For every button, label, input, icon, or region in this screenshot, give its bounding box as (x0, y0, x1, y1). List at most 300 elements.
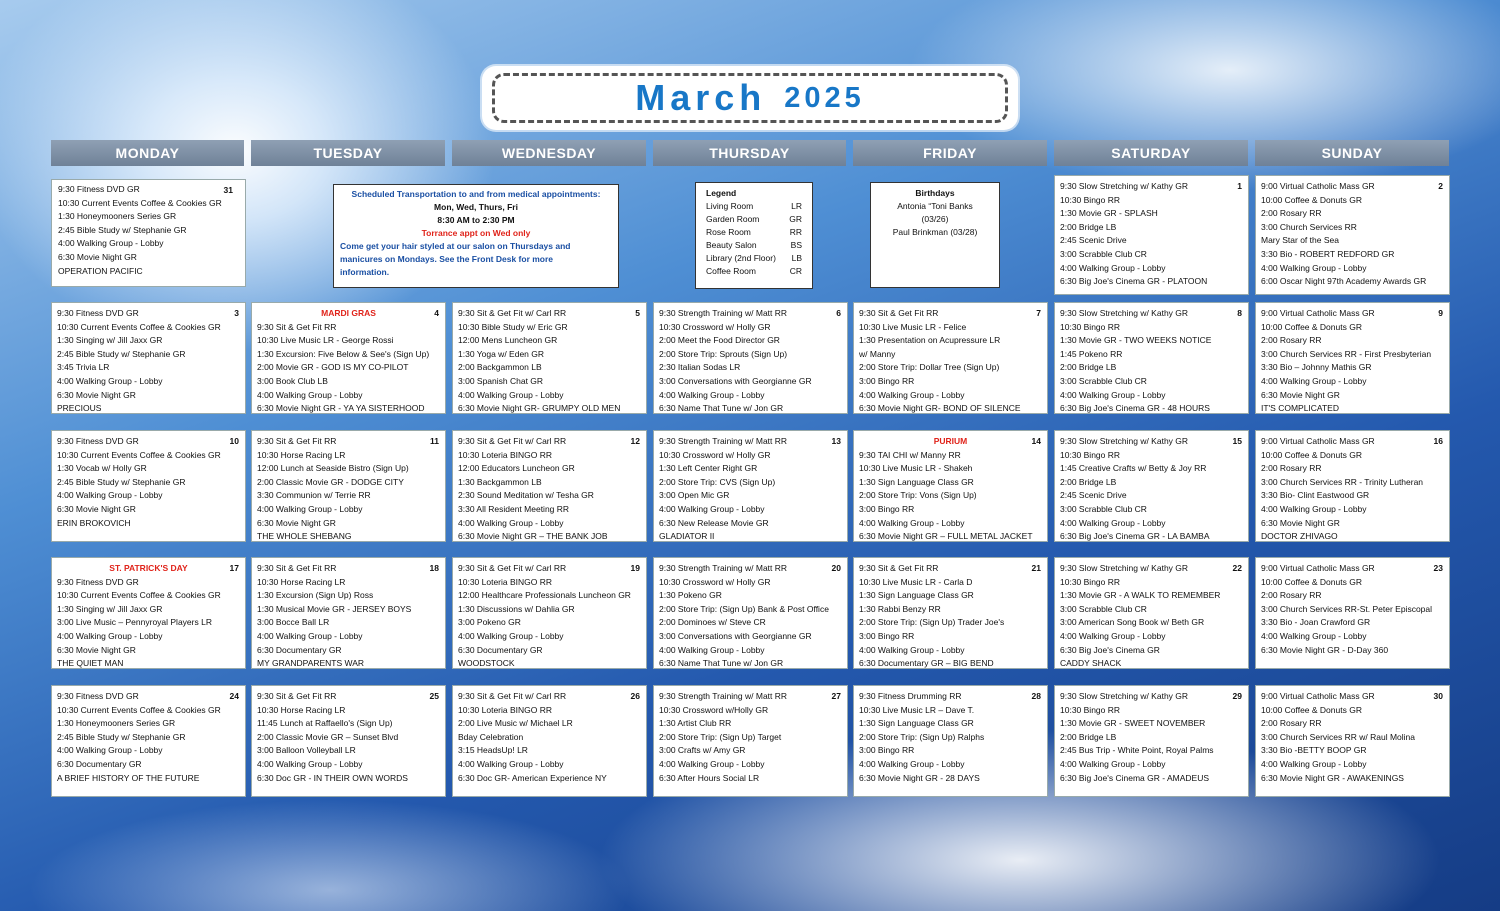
event-line: 3:00 Bingo RR (859, 745, 915, 756)
event-line: 3:30 Bio - Joan Crawford GR (1261, 617, 1371, 628)
day-cell-30 (1255, 685, 1450, 797)
event-line: 1:30 Singing w/ Jill Jaxx GR (57, 603, 163, 614)
event-line: 3:00 American Song Book w/ Beth GR (1060, 617, 1205, 628)
day-number: 21 (1031, 563, 1041, 573)
holiday-label: PURIUM (933, 436, 968, 446)
day-number: 18 (429, 563, 439, 573)
event-line: 3:00 Pokeno GR (458, 617, 521, 628)
event-line: 2:00 Rosary RR (1261, 335, 1322, 346)
day-number: 12 (630, 436, 640, 446)
event-line: 6:30 Movie Night GR (257, 517, 336, 528)
event-line: 4:00 Walking Group - Lobby (659, 758, 765, 769)
event-line: 1:30 Pokeno GR (659, 590, 722, 601)
event-line: 3:00 Church Services RR - Trinity Lutheran (1261, 476, 1424, 487)
event-line: 3:30 Bio - ROBERT REDFORD GR (1261, 248, 1395, 259)
event-line: 3:00 Scrabble Club CR (1060, 603, 1147, 614)
day-cell-31-prev-month (51, 179, 246, 287)
birthdays-box (870, 182, 1000, 288)
day-number: 2 (1438, 181, 1443, 191)
day-number: 10 (229, 436, 239, 446)
event-line: 9:30 Sit & Get Fit RR (257, 563, 337, 573)
legend-room: Library (2nd Floor) (706, 253, 776, 263)
event-line: 4:00 Walking Group - Lobby (659, 503, 765, 514)
event-line: 2:00 Store Trip: (Sign Up) Bank & Post Office (659, 603, 829, 614)
event-line: 10:30 Current Events Coffee & Cookies GR (57, 449, 221, 460)
event-line: 4:00 Walking Group - Lobby (1060, 389, 1166, 400)
event-line: 2:00 Live Music w/ Michael LR (458, 718, 573, 729)
event-line: 2:30 Sound Meditation w/ Tesha GR (458, 490, 594, 501)
event-line: 10:30 Crossword w/Holly GR (659, 704, 769, 715)
event-line: 10:30 Current Events Coffee & Cookies GR (58, 197, 222, 208)
event-line: 10:30 Crossword w/ Holly GR (659, 576, 771, 587)
event-line: 2:00 Bridge LB (1060, 731, 1117, 742)
event-line: 2:00 Rosary RR (1261, 208, 1322, 219)
event-line: 10:30 Bible Study w/ Eric GR (458, 321, 568, 332)
day-cell-25 (251, 685, 446, 797)
event-line: 1:45 Creative Crafts w/ Betty & Joy RR (1060, 463, 1207, 474)
event-line: 4:00 Walking Group - Lobby (1060, 630, 1166, 641)
day-cell-9 (1255, 302, 1450, 414)
event-line: 10:30 Bingo RR (1060, 704, 1121, 715)
event-line: 10:30 Current Events Coffee & Cookies GR (57, 704, 221, 715)
event-line: 9:30 Sit & Get Fit w/ Carl RR (458, 563, 567, 573)
day-cell-21 (853, 557, 1048, 669)
event-line: CADDY SHACK (1060, 658, 1122, 669)
event-line: 9:30 Fitness DVD GR (57, 691, 139, 701)
event-line: 9:30 Sit & Get Fit w/ Carl RR (458, 308, 567, 318)
event-line: 4:00 Walking Group - Lobby (57, 745, 163, 756)
day-number: 15 (1232, 436, 1242, 446)
legend-room: Garden Room (706, 214, 760, 224)
event-line: 10:00 Coffee & Donuts GR (1261, 194, 1362, 205)
event-line: 2:00 Store Trip: (Sign Up) Trader Joe's (859, 617, 1005, 628)
event-line: 6:30 Movie Night GR - AWAKENINGS (1261, 772, 1404, 783)
dow-sunday: SUNDAY (1255, 140, 1449, 166)
event-line: 9:00 Virtual Catholic Mass GR (1261, 181, 1375, 191)
day-cell-4 (251, 302, 446, 414)
event-line: 4:00 Walking Group - Lobby (458, 758, 564, 769)
day-number: 31 (223, 185, 233, 195)
event-line: 9:00 Virtual Catholic Mass GR (1261, 563, 1375, 573)
event-line: 6:30 Movie Night GR – FULL METAL JACKET (859, 531, 1033, 542)
event-line: 4:00 Walking Group - Lobby (1060, 758, 1166, 769)
event-line: 4:00 Walking Group - Lobby (859, 389, 965, 400)
day-cell-1 (1054, 175, 1249, 295)
event-line: 6:30 Movie Night GR - D-Day 360 (1261, 644, 1389, 655)
event-line: 2:00 Bridge LB (1060, 221, 1117, 232)
event-line: 10:30 Loteria BINGO RR (458, 576, 553, 587)
day-cell-27 (653, 685, 848, 797)
event-line: 1:30 Excursion: Five Below & See's (Sign Up) (257, 348, 430, 359)
event-line: 3:00 Scrabble Club CR (1060, 375, 1147, 386)
event-line: 6:30 Big Joe's Cinema GR - LA BAMBA (1060, 531, 1210, 542)
event-line: 1:30 Sign Language Class GR (859, 590, 974, 601)
day-number: 30 (1433, 691, 1443, 701)
event-line: 9:30 Fitness Drumming RR (859, 691, 962, 701)
event-line: Mary Star of the Sea (1261, 235, 1339, 246)
event-line: 3:00 Live Music – Pennyroyal Players LR (57, 617, 212, 628)
event-line: 1:30 Left Center Right GR (659, 463, 758, 474)
event-line: 4:00 Walking Group - Lobby (859, 758, 965, 769)
dow-thursday: THURSDAY (653, 140, 846, 166)
birthday-line: (03/26) (921, 214, 949, 224)
birthdays-title: Birthdays (915, 188, 955, 198)
title-month: March (635, 77, 767, 118)
event-line: 6:30 Movie Night GR- BOND OF SILENCE (859, 403, 1021, 414)
day-number: 8 (1237, 308, 1242, 318)
event-line: 9:30 Sit & Get Fit RR (257, 436, 337, 446)
event-line: 2:00 Store Trip: Vons (Sign Up) (859, 490, 977, 501)
event-line: THE QUIET MAN (57, 658, 124, 669)
event-line: 6:30 Big Joe's Cinema GR (1060, 644, 1160, 655)
event-line: 6:30 Big Joe's Cinema GR - PLATOON (1060, 276, 1208, 287)
holiday-label: ST. PATRICK'S DAY (109, 563, 188, 573)
event-line: 2:00 Rosary RR (1261, 718, 1322, 729)
event-line: 12:00 Healthcare Professionals Luncheon GR (458, 590, 631, 601)
event-line: 3:00 Balloon Volleyball LR (257, 745, 356, 756)
event-line: 10:30 Bingo RR (1060, 194, 1121, 205)
day-number: 11 (430, 436, 439, 446)
legend-row (706, 252, 802, 265)
event-line: 3:00 Scrabble Club CR (1060, 248, 1147, 259)
event-line: 4:00 Walking Group - Lobby (1261, 262, 1367, 273)
event-line: 2:00 Store Trip: Dollar Tree (Sign Up) (859, 362, 1000, 373)
event-line: 4:00 Walking Group - Lobby (257, 630, 363, 641)
event-line: 9:30 Sit & Get Fit RR (257, 691, 337, 701)
legend-room: Rose Room (706, 227, 751, 237)
event-line: 4:00 Walking Group - Lobby (1060, 262, 1166, 273)
event-line: 4:00 Walking Group - Lobby (859, 644, 965, 655)
event-line: 3:00 Bingo RR (859, 503, 915, 514)
event-line: 1:30 Presentation on Acupressure LR (859, 335, 1001, 346)
day-number: 17 (229, 563, 239, 573)
day-number: 27 (831, 691, 841, 701)
day-number: 14 (1031, 436, 1041, 446)
event-line: 3:30 All Resident Meeting RR (458, 503, 570, 514)
event-line: 1:30 Movie GR - SPLASH (1060, 208, 1158, 219)
event-line: 10:30 Current Events Coffee & Cookies GR (57, 321, 221, 332)
event-line: 2:00 Classic Movie GR – Sunset Blvd (257, 731, 399, 742)
event-line: 2:00 Bridge LB (1060, 362, 1117, 373)
event-line: 12:00 Educators Luncheon GR (458, 463, 575, 474)
event-line: 6:30 Movie Night GR (57, 389, 136, 400)
event-line: 4:00 Walking Group - Lobby (1261, 758, 1367, 769)
event-line: 1:30 Vocab w/ Holly GR (57, 463, 147, 474)
legend-row (706, 213, 802, 226)
event-line: 10:30 Loteria BINGO RR (458, 449, 553, 460)
birthday-line: Paul Brinkman (03/28) (892, 227, 978, 237)
event-line: 2:00 Store Trip: (Sign Up) Target (659, 731, 782, 742)
day-cell-6 (653, 302, 848, 414)
event-line: 6:30 Movie Night GR (1261, 517, 1340, 528)
event-line: 9:30 Strength Training w/ Matt RR (659, 563, 788, 573)
event-line: 2:00 Backgammon LB (458, 362, 542, 373)
day-cell-12 (452, 430, 647, 542)
event-line: 1:30 Musical Movie GR - JERSEY BOYS (257, 603, 412, 614)
event-line: 4:00 Walking Group - Lobby (458, 517, 564, 528)
event-line: 3:00 Church Services RR-St. Peter Episcopal (1261, 603, 1433, 614)
event-line: 9:30 Fitness DVD GR (58, 184, 140, 194)
event-line: 2:45 Scenic Drive (1060, 235, 1127, 246)
event-line: 9:30 Sit & Get Fit w/ Carl RR (458, 691, 567, 701)
day-cell-29 (1054, 685, 1249, 797)
event-line: 2:00 Rosary RR (1261, 590, 1322, 601)
event-line: 6:30 Movie Night GR- GRUMPY OLD MEN (458, 403, 621, 414)
event-line: 9:30 Slow Stretching w/ Kathy GR (1060, 563, 1189, 573)
event-line: 4:00 Walking Group - Lobby (1060, 517, 1166, 528)
event-line: 10:30 Loteria BINGO RR (458, 704, 553, 715)
event-line: WOODSTOCK (458, 658, 515, 669)
event-line: 6:30 Documentary GR (257, 644, 342, 655)
event-line: 6:30 Doc GR- American Experience NY (458, 772, 607, 783)
event-line: 6:30 Movie Night GR (57, 644, 136, 655)
event-line: 3:00 Church Services RR (1261, 221, 1357, 232)
transport-torrance: Torrance appt on Wed only (421, 228, 531, 238)
event-line: 2:45 Bible Study w/ Stephanie GR (57, 731, 186, 742)
day-number: 25 (429, 691, 439, 701)
event-line: 4:00 Walking Group - Lobby (1261, 630, 1367, 641)
legend-row (706, 265, 802, 278)
day-cell-14 (853, 430, 1048, 542)
event-line: 6:30 Name That Tune w/ Jon GR (659, 658, 784, 669)
event-line: 3:15 HeadsUp! LR (458, 745, 528, 756)
holiday-label: MARDI GRAS (321, 308, 376, 318)
legend-title: Legend (706, 188, 737, 198)
event-line: 4:00 Walking Group - Lobby (458, 630, 564, 641)
day-cell-7 (853, 302, 1048, 414)
legend-code: LB (791, 253, 802, 263)
event-line: IT'S COMPLICATED (1261, 403, 1339, 414)
event-line: 9:30 Sit & Get Fit w/ Carl RR (458, 436, 567, 446)
event-line: 1:30 Honeymooners Series GR (58, 211, 177, 222)
legend-code: RR (789, 227, 802, 237)
day-cell-28 (853, 685, 1048, 797)
event-line: 1:30 Excursion (Sign Up) Ross (257, 590, 374, 601)
event-line: OPERATION PACIFIC (58, 265, 143, 276)
event-line: 6:00 Oscar Night 97th Academy Awards GR (1261, 276, 1427, 287)
event-line: 10:30 Horse Racing LR (257, 449, 346, 460)
day-number: 22 (1232, 563, 1242, 573)
event-line: GLADIATOR II (659, 531, 715, 542)
event-line: 9:30 Fitness DVD GR (57, 576, 139, 587)
day-cell-20 (653, 557, 848, 669)
event-line: 6:30 Name That Tune w/ Jon GR (659, 403, 784, 414)
legend-row (706, 226, 802, 239)
event-line: 10:30 Current Events Coffee & Cookies GR (57, 590, 221, 601)
event-line: 10:30 Live Music LR – Dave T. (859, 704, 975, 715)
day-number: 19 (630, 563, 640, 573)
event-line: 11:45 Lunch at Raffaello's (Sign Up) (257, 718, 393, 729)
event-line: 9:30 Slow Stretching w/ Kathy GR (1060, 308, 1189, 318)
event-line: 9:30 Fitness DVD GR (57, 436, 139, 446)
event-line: 3:00 Church Services RR w/ Raul Molina (1261, 731, 1416, 742)
event-line: 2:45 Bible Study w/ Stephanie GR (57, 348, 186, 359)
event-line: 1:30 Sign Language Class GR (859, 476, 974, 487)
day-number: 24 (229, 691, 239, 701)
event-line: 10:30 Horse Racing LR (257, 704, 346, 715)
transport-hours: 8:30 AM to 2:30 PM (437, 215, 515, 225)
event-line: 10:00 Coffee & Donuts GR (1261, 704, 1362, 715)
event-line: 2:45 Bus Trip - White Point, Royal Palms (1060, 745, 1214, 756)
event-line: 3:00 Bingo RR (859, 375, 915, 386)
dow-wednesday: WEDNESDAY (452, 140, 646, 166)
event-line: 2:00 Classic Movie GR - DODGE CITY (257, 476, 404, 487)
day-number: 5 (635, 308, 640, 318)
event-line: 2:00 Store Trip: (Sign Up) Ralphs (859, 731, 985, 742)
day-number: 29 (1232, 691, 1242, 701)
event-line: 10:30 Live Music LR - Shakeh (859, 463, 973, 474)
event-line: 10:30 Live Music LR - Felice (859, 321, 967, 332)
event-line: 1:30 Artist Club RR (659, 718, 732, 729)
event-line: 3:00 Book Club LB (257, 375, 328, 386)
event-line: 9:30 Sit & Get Fit RR (859, 563, 939, 573)
event-line: 6:30 Documentary GR – BIG BEND (859, 658, 994, 669)
event-line: PRECIOUS (57, 403, 102, 414)
event-line: Bday Celebration (458, 731, 524, 742)
event-line: 9:30 Strength Training w/ Matt RR (659, 691, 788, 701)
transportation-notice (333, 184, 619, 288)
day-number: 1 (1237, 181, 1242, 191)
event-line: 2:30 Italian Sodas LR (659, 362, 741, 373)
legend-room: Coffee Room (706, 266, 756, 276)
day-number: 16 (1433, 436, 1443, 446)
legend-code: GR (789, 214, 802, 224)
event-line: 2:45 Scenic Drive (1060, 490, 1127, 501)
day-cell-3 (51, 302, 246, 414)
event-line: 2:00 Movie GR - GOD IS MY CO-PILOT (257, 362, 409, 373)
event-line: 10:00 Coffee & Donuts GR (1261, 321, 1362, 332)
day-number: 4 (434, 308, 439, 318)
event-line: 1:30 Discussions w/ Dahlia GR (458, 603, 575, 614)
event-line: 4:00 Walking Group - Lobby (659, 389, 765, 400)
event-line: 6:30 Movie Night GR (57, 503, 136, 514)
transport-heading: Scheduled Transportation to and from medical appointments: (351, 189, 601, 199)
salon-note-1: Come get your hair styled at our salon on Thursdays and (340, 241, 571, 251)
dow-friday: FRIDAY (853, 140, 1047, 166)
event-line: A BRIEF HISTORY OF THE FUTURE (57, 772, 200, 783)
event-line: 9:30 Slow Stretching w/ Kathy GR (1060, 691, 1189, 701)
event-line: 2:00 Store Trip: Sprouts (Sign Up) (659, 348, 788, 359)
day-cell-19 (452, 557, 647, 669)
event-line: 6:30 After Hours Social LR (659, 772, 760, 783)
day-cell-13 (653, 430, 848, 542)
event-line: 3:30 Bio- Clint Eastwood GR (1261, 490, 1370, 501)
day-cell-23 (1255, 557, 1450, 669)
event-line: 1:30 Singing w/ Jill Jaxx GR (57, 335, 163, 346)
day-cell-18 (251, 557, 446, 669)
event-line: 10:30 Bingo RR (1060, 576, 1121, 587)
event-line: 10:30 Crossword w/ Holly GR (659, 449, 771, 460)
event-line: 2:00 Meet the Food Director GR (659, 335, 780, 346)
event-line: 3:00 Scrabble Club CR (1060, 503, 1147, 514)
legend-code: LR (791, 201, 802, 211)
day-number: 13 (831, 436, 841, 446)
event-line: 3:00 Church Services RR - First Presbyterian (1261, 348, 1432, 359)
event-line: 2:45 Bible Study w/ Stephanie GR (58, 224, 187, 235)
day-number: 3 (234, 308, 239, 318)
event-line: 9:30 Slow Stretching w/ Kathy GR (1060, 436, 1189, 446)
event-line: 4:00 Walking Group - Lobby (57, 630, 163, 641)
event-line: 3:30 Communion w/ Terrie RR (257, 490, 371, 501)
legend-room: Living Room (706, 201, 754, 211)
salon-note-3: information. (340, 267, 390, 277)
day-cell-11 (251, 430, 446, 542)
event-line: 4:00 Walking Group - Lobby (859, 517, 965, 528)
event-line: 9:30 Sit & Get Fit RR (859, 308, 939, 318)
event-line: 10:30 Crossword w/ Holly GR (659, 321, 771, 332)
event-line: 2:00 Rosary RR (1261, 463, 1322, 474)
event-line: 4:00 Walking Group - Lobby (1261, 503, 1367, 514)
event-line: 9:30 TAI CHI w/ Manny RR (859, 449, 961, 460)
event-line: 3:00 Bingo RR (859, 630, 915, 641)
event-line: 6:30 New Release Movie GR (659, 517, 769, 528)
legend-code: BS (790, 240, 802, 250)
event-line: 9:30 Fitness DVD GR (57, 308, 139, 318)
event-line: MY GRANDPARENTS WAR (257, 658, 365, 669)
event-line: 3:30 Bio – Johnny Mathis GR (1261, 362, 1372, 373)
event-line: 10:30 Live Music LR - George Rossi (257, 335, 394, 346)
transport-days: Mon, Wed, Thurs, Fri (434, 202, 518, 212)
event-line: w/ Manny (859, 348, 896, 359)
day-cell-26 (452, 685, 647, 797)
dow-tuesday: TUESDAY (251, 140, 445, 166)
legend-room: Beauty Salon (706, 240, 757, 250)
day-cell-2 (1255, 175, 1450, 295)
birthday-line: Antonia “Toni Banks (897, 201, 973, 211)
event-line: 6:30 Documentary GR (57, 758, 142, 769)
event-line: 4:00 Walking Group - Lobby (659, 644, 765, 655)
event-line: 9:30 Sit & Get Fit RR (257, 321, 337, 332)
day-cell-24 (51, 685, 246, 797)
event-line: 3:00 Conversations with Georgianne GR (659, 375, 812, 386)
event-line: 1:30 Movie GR - A WALK TO REMEMBER (1060, 590, 1221, 601)
legend-row (706, 239, 802, 252)
day-number: 20 (831, 563, 841, 573)
event-line: 12:00 Mens Luncheon GR (458, 335, 558, 346)
event-line: 4:00 Walking Group - Lobby (257, 389, 363, 400)
event-line: 6:30 Movie Night GR (58, 251, 137, 262)
event-line: DOCTOR ZHIVAGO (1261, 531, 1338, 542)
event-line: 4:00 Walking Group - Lobby (57, 490, 163, 501)
event-line: 1:30 Backgammon LB (458, 476, 542, 487)
event-line: 6:30 Big Joe's Cinema GR - 48 HOURS (1060, 403, 1210, 414)
event-line: 4:00 Walking Group - Lobby (257, 503, 363, 514)
event-line: 1:30 Yoga w/ Eden GR (458, 348, 545, 359)
event-line: 2:00 Store Trip: CVS (Sign Up) (659, 476, 776, 487)
event-line: 4:00 Walking Group - Lobby (257, 758, 363, 769)
day-cell-16 (1255, 430, 1450, 542)
event-line: 4:00 Walking Group - Lobby (57, 375, 163, 386)
day-cell-22 (1054, 557, 1249, 669)
event-line: 6:30 Movie Night GR - 28 DAYS (859, 772, 980, 783)
event-line: 9:30 Strength Training w/ Matt RR (659, 308, 788, 318)
event-line: 10:00 Coffee & Donuts GR (1261, 576, 1362, 587)
event-line: 3:45 Trivia LR (57, 362, 110, 373)
event-line: 1:30 Movie GR - SWEET NOVEMBER (1060, 718, 1206, 729)
event-line: 3:00 Conversations with Georgianne GR (659, 630, 812, 641)
event-line: 10:30 Horse Racing LR (257, 576, 346, 587)
day-cell-10 (51, 430, 246, 542)
event-line: 3:30 Bio -BETTY BOOP GR (1261, 745, 1367, 756)
room-legend (695, 182, 813, 289)
event-line: THE WHOLE SHEBANG (257, 531, 352, 542)
day-number: 7 (1036, 308, 1041, 318)
event-line: 9:30 Slow Stretching w/ Kathy GR (1060, 181, 1189, 191)
event-line: 2:00 Dominoes w/ Steve CR (659, 617, 766, 628)
event-line: 12:00 Lunch at Seaside Bistro (Sign Up) (257, 463, 409, 474)
title-frame (492, 73, 1008, 123)
event-line: 2:00 Bridge LB (1060, 476, 1117, 487)
